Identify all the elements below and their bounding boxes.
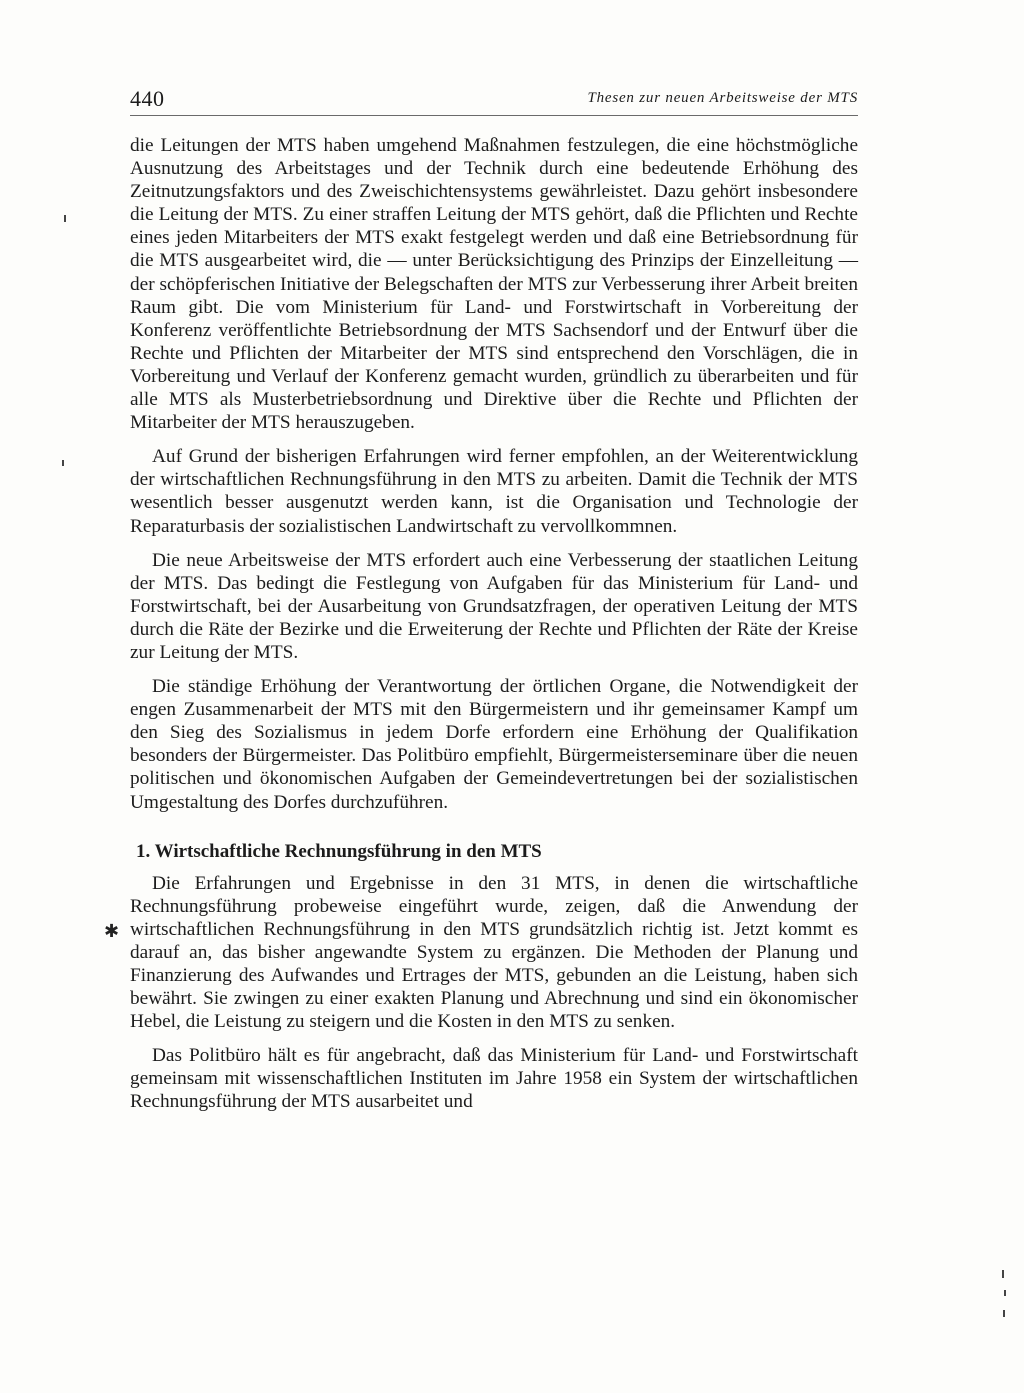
paragraph-2: Auf Grund der bisherigen Erfahrungen wird ferner empfohlen, an der Weiterentwicklung der wirtschaftlichen Rechnungsführung in den MTS zu arbeiten. Damit die Technik der MTS wesentlich besser ausgenutzt werden kann, ist die Organisation und Technologie der Reparaturbasis der sozialistischen Landwirtschaft zu vervollkommnen. (130, 446, 858, 537)
section-heading: 1. Wirtschaftliche Rechnungsführung in den MTS (136, 840, 542, 862)
header-rule (130, 115, 858, 116)
running-title: Thesen zur neuen Arbeitsweise der MTS (587, 90, 858, 106)
paragraph-4: Die ständige Erhöhung der Verantwortung der örtlichen Organe, die Notwendigkeit der engen Zusammenarbeit der MTS mit den Bürgermeistern und ihr gemeinsamer Kampf um den Sieg des Sozialismus in jedem Dorfe erfordern eine Erhöhung der Qualifikation besonders der Bürgermeister. Das Politbüro empfiehlt, Bürgermeisterseminare über die neuen politischen und ökonomischen Aufgaben der Gemeindevertretungen bei der sozialistischen Umgestaltung des Dorfes durchzuführen. (130, 676, 858, 813)
paragraph-3: Die neue Arbeitsweise der MTS erfordert auch eine Verbesserung der staatlichen Leitung der MTS. Das bedingt die Festlegung von Aufgaben für das Ministerium für Land- und Forstwirtschaft, bei der Ausarbeitung von Grundsatzfragen, der operativen Leitung der MTS durch die Räte der Bezirke und die Erweiterung der Rechte und Pflichten der Räte der Kreise zur Leitung der MTS. (130, 549, 858, 663)
page-number: 440 (130, 86, 165, 111)
scan-mark (1004, 1290, 1006, 1296)
ink-smudge-icon: ✱ (104, 921, 120, 941)
paragraph-1: die Leitungen der MTS haben umgehend Maßnahmen festzulegen, die eine höchstmögliche Ausnutzung des Arbeitstages und der Technik durch eine bedeutende Erhöhung des Zeitnutzungsfaktors und des Zweischichtensystems gewährleistet. Dazu gehört insbesondere die Leitung der MTS. Zu einer straffen Leitung der MTS gehört, daß die Pflichten und Rechte eines jeden Mitarbeiters der MTS exakt festgelegt werden und daß eine Betriebsordnung für die MTS ausgearbeitet wird, die — unter Berücksichtigung des Prinzips der Einzelleitung — der schöpferischen Initiative der Belegschaften der MTS zur Verbesserung ihrer Arbeit breiten Raum gibt. Die vom Ministerium für Land- und Forstwirtschaft in Vorbereitung der Konferenz veröffentlichte Betriebsordnung der MTS Sachsendorf und der Entwurf über die Rechte und Pflichten der Mitarbeiter der MTS sind entsprechend den Vorschlägen, die in Vorbereitung und Verlauf der Konferenz gemacht wurden, gründlich zu überarbeiten und für alle MTS als Musterbetriebsordnung und Direktive über die Rechte und Pflichten der Mitarbeiter der MTS herauszugeben. (130, 135, 858, 434)
page-header (130, 86, 858, 112)
scan-mark (62, 460, 64, 466)
section-paragraph-1: Die Erfahrungen und Ergebnisse in den 31 MTS, in denen die wirtschaftliche Rechnungsführung probeweise eingeführt wurde, zeigen, daß die Anwendung der wirtschaftlichen Rechnungsführung in den MTS grundsätzlich richtig ist. Jetzt kommt es darauf an, das bisher angewandte System zu ergänzen. Die Methoden der Planung und Finanzierung des Aufwandes und Ertrages der MTS, gebunden an die Leistung, haben sich bewährt. Sie zwingen zu einer exakten Planung und Abrechnung und sind ein ökonomischer Hebel, die Leistung zu steigern und die Kosten in den MTS zu senken. (130, 872, 858, 1033)
scan-mark (1003, 1310, 1005, 1317)
section-paragraph-2: Das Politbüro hält es für angebracht, daß das Ministerium für Land- und Forstwirtschaft gemeinsam mit wissenschaftlichen Instituten im Jahre 1958 ein System der wirtschaftlichen Rechnungsführung der MTS ausarbeitet und (130, 1045, 858, 1113)
body-text (130, 134, 858, 1114)
scan-mark (64, 215, 66, 222)
scan-mark (1002, 1270, 1004, 1278)
